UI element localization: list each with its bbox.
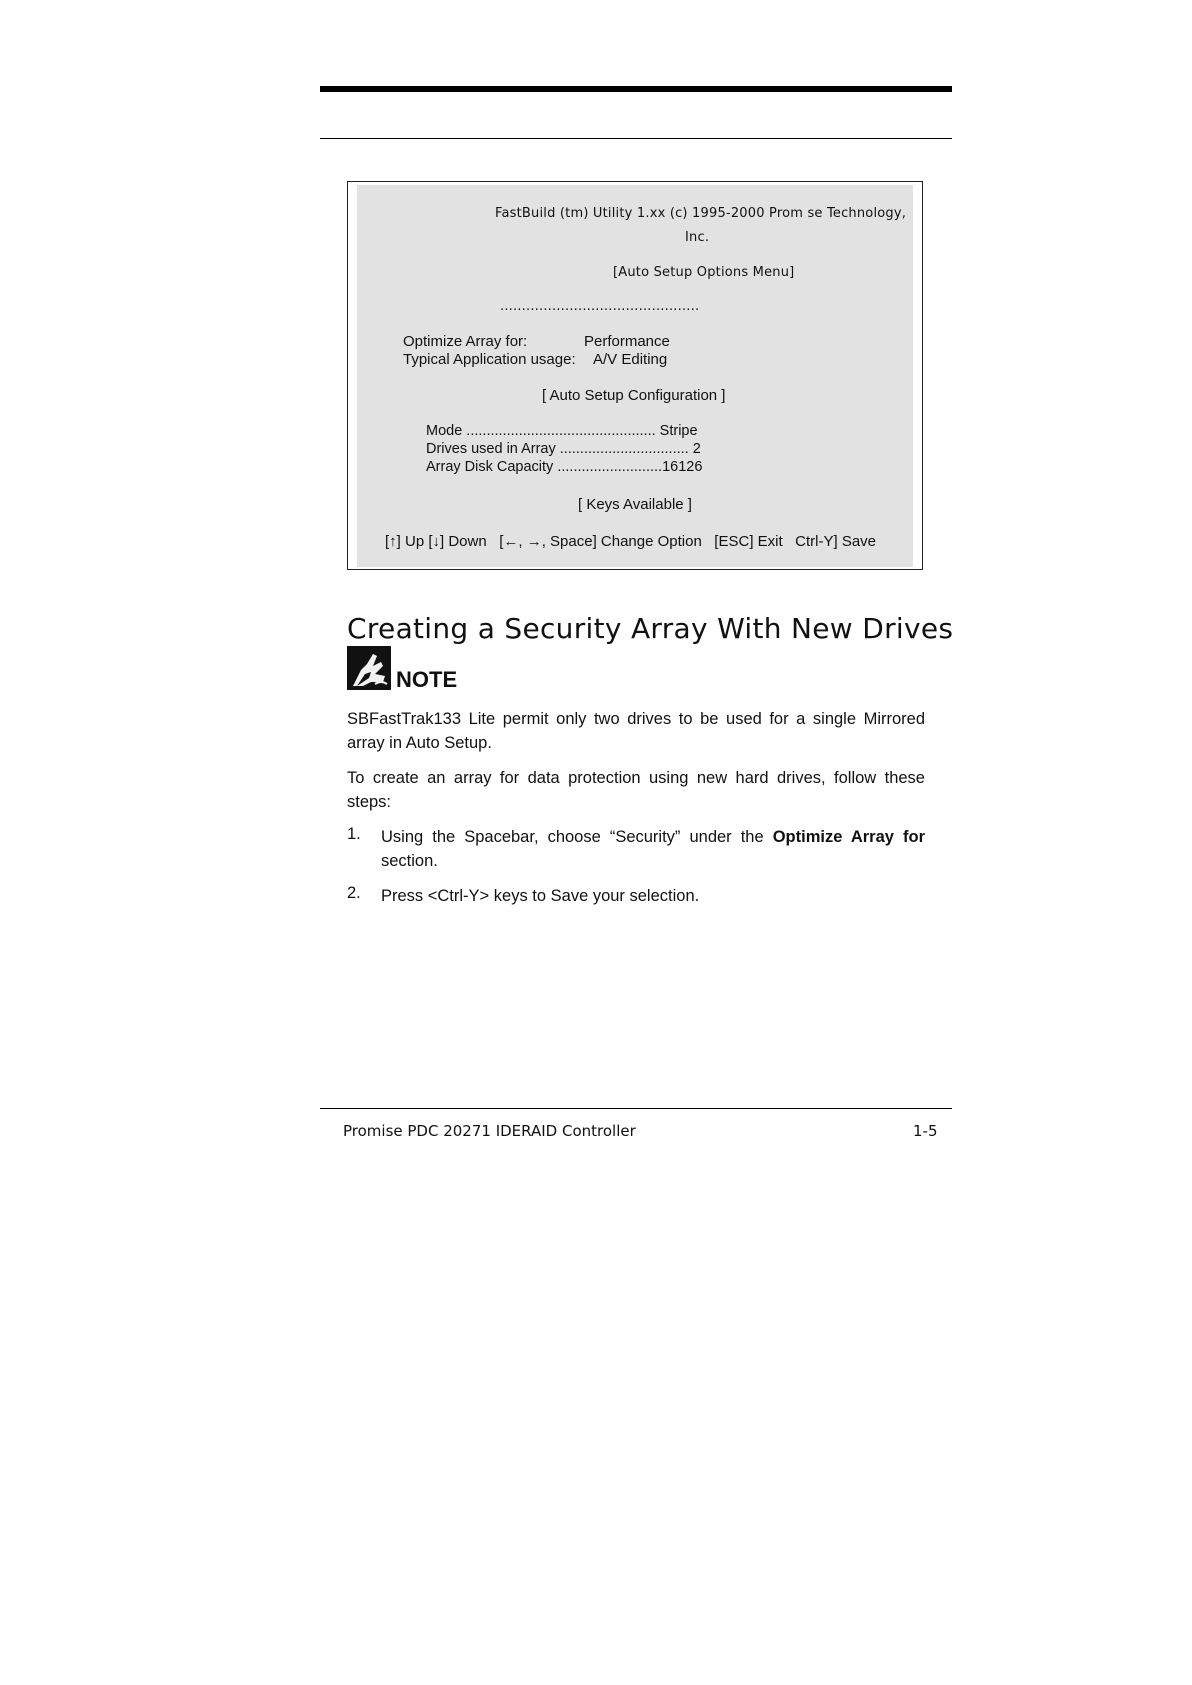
step-1-text-before: Using the Spacebar, choose “Security” under the [381,828,773,846]
footer-title: Promise PDC 20271 IDERAID Controller [343,1122,636,1140]
step-1-number: 1. [347,825,361,843]
note-hand-icon [347,646,391,690]
bios-title: FastBuild (tm) Utility 1.xx (c) 1995-2000 Prom se Technology, [495,206,907,221]
step-2-number: 2. [347,884,361,902]
intro-paragraph: To create an array for data protection using new hard drives, follow these steps: [347,769,925,811]
note-label: NOTE [396,667,458,692]
footer-rule [320,1108,952,1109]
optimize-value[interactable]: Performance [584,333,670,350]
header-rule-thick [320,86,952,92]
header-rule-thin [320,138,952,139]
page-number: 1-5 [913,1122,938,1140]
step-1-text [381,825,925,873]
drives-row: Drives used in Array ................................ 2 [426,441,701,457]
config-title: [ Auto Setup Configuration ] [542,387,726,404]
optimize-label: Optimize Array for: [403,333,528,350]
bios-screen-area [357,185,913,567]
mode-row: Mode ............................................... Stripe [426,423,698,439]
capacity-row: Array Disk Capacity ..........................16126 [426,459,703,475]
step-2-text: Press <Ctrl-Y> keys to Save your selection. [381,887,700,905]
step-1-bold: Optimize Array for [772,828,925,846]
usage-label: Typical Application usage: [403,351,576,368]
section-heading: Creating a Security Array With New Drives [347,612,954,645]
keys-line: [↑] Up [↓] Down [←, →, Space] Change Option [ESC] Exit Ctrl-Y] Save [385,533,877,550]
bios-title-continued: Inc. [685,230,710,245]
usage-value[interactable]: A/V Editing [593,351,668,368]
keys-title: [ Keys Available ] [578,496,692,513]
bios-menu-title: [Auto Setup Options Menu] [613,265,795,280]
bios-separator: .............................................. [500,299,700,314]
step-1-text-after: section. [381,852,438,870]
note-paragraph: SBFastTrak133 Lite permit only two drives to be used for a single Mirrored array in Auto Setup. [347,710,925,752]
bios-screenshot [347,181,923,570]
